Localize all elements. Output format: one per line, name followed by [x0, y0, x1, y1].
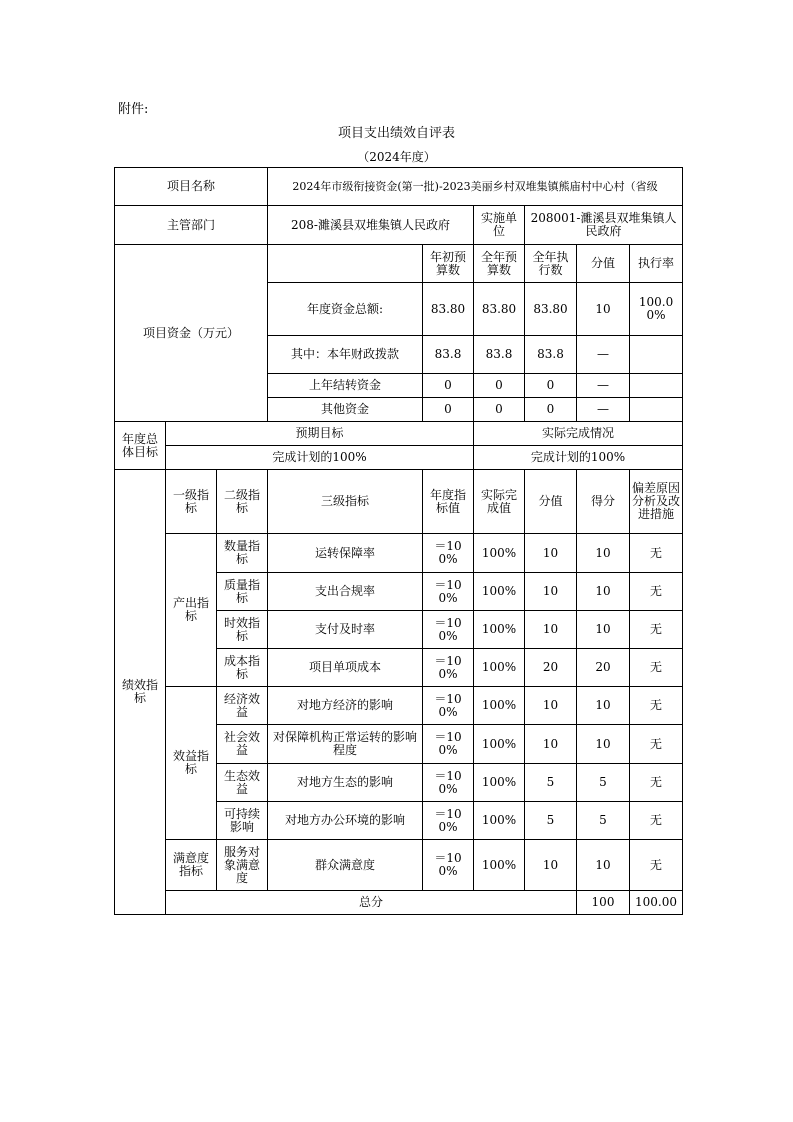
- funds-cell: 0: [525, 374, 577, 398]
- perf-note: 无: [630, 611, 683, 649]
- perf-level3: 对地方经济的影响: [268, 687, 423, 725]
- funds-row-label: 其中：本年财政拨款: [268, 336, 423, 374]
- perf-header: 一级指标: [166, 470, 217, 534]
- perf-actual: 100%: [474, 802, 525, 840]
- funds-cell: 0: [423, 374, 474, 398]
- perf-got: 10: [577, 687, 630, 725]
- perf-note: 无: [630, 764, 683, 802]
- perf-got: 20: [577, 649, 630, 687]
- funds-header-blank: [268, 245, 423, 283]
- perf-score: 20: [525, 649, 577, 687]
- perf-actual: 100%: [474, 611, 525, 649]
- perf-level3: 项目单项成本: [268, 649, 423, 687]
- funds-cell: 83.80: [423, 283, 474, 336]
- perf-score: 10: [525, 840, 577, 891]
- funds-header: 全年执行数: [525, 245, 577, 283]
- perf-level2: 经济效益: [217, 687, 268, 725]
- perf-actual: 100%: [474, 764, 525, 802]
- perf-header-row: [115, 470, 683, 534]
- perf-level3: 支出合规率: [268, 573, 423, 611]
- funds-cell: 0: [474, 374, 525, 398]
- perf-got: 10: [577, 840, 630, 891]
- perf-actual: 100%: [474, 687, 525, 725]
- perf-header: 分值: [525, 470, 577, 534]
- perf-got: 10: [577, 573, 630, 611]
- funds-cell: 0: [423, 398, 474, 422]
- perf-actual: 100%: [474, 840, 525, 891]
- total-label: 总分: [166, 891, 577, 915]
- perf-score: 10: [525, 725, 577, 764]
- funds-cell: [630, 398, 683, 422]
- funds-header: 全年预算数: [474, 245, 525, 283]
- funds-cell: [630, 336, 683, 374]
- funds-cell: —: [577, 398, 630, 422]
- perf-got: 10: [577, 611, 630, 649]
- funds-cell: 83.8: [423, 336, 474, 374]
- perf-level2: 成本指标: [217, 649, 268, 687]
- funds-row-label: 年度资金总额:: [268, 283, 423, 336]
- funds-header: 年初预算数: [423, 245, 474, 283]
- perf-level1: 产出指标: [166, 534, 217, 687]
- goals-expected: 完成计划的100%: [166, 446, 474, 470]
- funds-cell: 83.8: [525, 336, 577, 374]
- perf-level3: 群众满意度: [268, 840, 423, 891]
- funds-cell: 83.80: [525, 283, 577, 336]
- project-name-row: [115, 168, 683, 206]
- page-title: 项目支出绩效自评表: [337, 126, 455, 141]
- funds-header: 执行率: [630, 245, 683, 283]
- perf-note: 无: [630, 649, 683, 687]
- perf-header: 二级指标: [217, 470, 268, 534]
- perf-target: ＝100%: [423, 840, 474, 891]
- perf-note: 无: [630, 573, 683, 611]
- perf-score: 10: [525, 687, 577, 725]
- perf-score: 5: [525, 802, 577, 840]
- goals-expected-header: 预期目标: [166, 422, 474, 446]
- perf-level2: 生态效益: [217, 764, 268, 802]
- perf-note: 无: [630, 840, 683, 891]
- perf-score: 10: [525, 611, 577, 649]
- funds-cell: [630, 374, 683, 398]
- perf-header: 偏差原因分析及改进措施: [630, 470, 683, 534]
- project-name-label: 项目名称: [115, 168, 268, 206]
- total-row: [115, 891, 683, 915]
- funds-row-label: 其他资金: [268, 398, 423, 422]
- goals-actual: 完成计划的100%: [474, 446, 683, 470]
- funds-cell: 83.80: [474, 283, 525, 336]
- perf-actual: 100%: [474, 649, 525, 687]
- perf-level2: 社会效益: [217, 725, 268, 764]
- perf-header: 年度指标值: [423, 470, 474, 534]
- perf-got: 10: [577, 725, 630, 764]
- perf-level3: 对地方生态的影响: [268, 764, 423, 802]
- perf-row: [115, 687, 683, 725]
- perf-level1: 效益指标: [166, 687, 217, 840]
- funds-cell: —: [577, 336, 630, 374]
- funds-label: 项目资金（万元）: [115, 245, 268, 422]
- perf-row: [115, 840, 683, 891]
- perf-header: 三级指标: [268, 470, 423, 534]
- perf-target: ＝100%: [423, 764, 474, 802]
- perf-level3: 支付及时率: [268, 611, 423, 649]
- attachment-label: 附件:: [118, 102, 149, 117]
- funds-row-label: 上年结转资金: [268, 374, 423, 398]
- perf-level2: 可持续影响: [217, 802, 268, 840]
- perf-note: 无: [630, 802, 683, 840]
- funds-cell: 83.8: [474, 336, 525, 374]
- perf-target: ＝100%: [423, 534, 474, 573]
- department-row: [115, 206, 683, 245]
- funds-header: 分值: [577, 245, 630, 283]
- funds-cell: 0: [525, 398, 577, 422]
- perf-target: ＝100%: [423, 573, 474, 611]
- perf-row: [115, 534, 683, 573]
- implementer-label: 实施单位: [474, 206, 525, 245]
- perf-score: 10: [525, 573, 577, 611]
- goals-row: [115, 446, 683, 470]
- perf-level2: 服务对象满意度: [217, 840, 268, 891]
- goals-label: 年度总体目标: [115, 422, 166, 470]
- perf-level2: 质量指标: [217, 573, 268, 611]
- perf-note: 无: [630, 687, 683, 725]
- perf-target: ＝100%: [423, 725, 474, 764]
- perf-score: 10: [525, 534, 577, 573]
- total-got: 100.00: [630, 891, 683, 915]
- perf-actual: 100%: [474, 573, 525, 611]
- goals-actual-header: 实际完成情况: [474, 422, 683, 446]
- self-evaluation-table: [114, 167, 683, 915]
- funds-cell: 100.00%: [630, 283, 683, 336]
- perf-score: 5: [525, 764, 577, 802]
- perf-label: 绩效指标: [115, 470, 166, 915]
- funds-cell: 10: [577, 283, 630, 336]
- funds-header-row: [115, 245, 683, 283]
- perf-target: ＝100%: [423, 687, 474, 725]
- report-year: （2024年度）: [357, 150, 436, 164]
- department-value: 208-濉溪县双堆集镇人民政府: [268, 206, 474, 245]
- perf-header: 实际完成值: [474, 470, 525, 534]
- perf-got: 10: [577, 534, 630, 573]
- perf-level3: 对保障机构正常运转的影响程度: [268, 725, 423, 764]
- perf-level2: 数量指标: [217, 534, 268, 573]
- total-score: 100: [577, 891, 630, 915]
- perf-target: ＝100%: [423, 611, 474, 649]
- perf-got: 5: [577, 764, 630, 802]
- perf-target: ＝100%: [423, 649, 474, 687]
- perf-got: 5: [577, 802, 630, 840]
- perf-level2: 时效指标: [217, 611, 268, 649]
- perf-actual: 100%: [474, 534, 525, 573]
- perf-header: 得分: [577, 470, 630, 534]
- department-label: 主管部门: [115, 206, 268, 245]
- perf-note: 无: [630, 725, 683, 764]
- perf-note: 无: [630, 534, 683, 573]
- perf-level3: 运转保障率: [268, 534, 423, 573]
- perf-level3: 对地方办公环境的影响: [268, 802, 423, 840]
- implementer-value: 208001-濉溪县双堆集镇人民政府: [525, 206, 683, 245]
- perf-target: ＝100%: [423, 802, 474, 840]
- perf-level1: 满意度指标: [166, 840, 217, 891]
- project-name-value: 2024年市级衔接资金(第一批)-2023美丽乡村双堆集镇熊庙村中心村（省级: [268, 168, 683, 206]
- funds-cell: —: [577, 374, 630, 398]
- funds-cell: 0: [474, 398, 525, 422]
- goals-header-row: [115, 422, 683, 446]
- perf-actual: 100%: [474, 725, 525, 764]
